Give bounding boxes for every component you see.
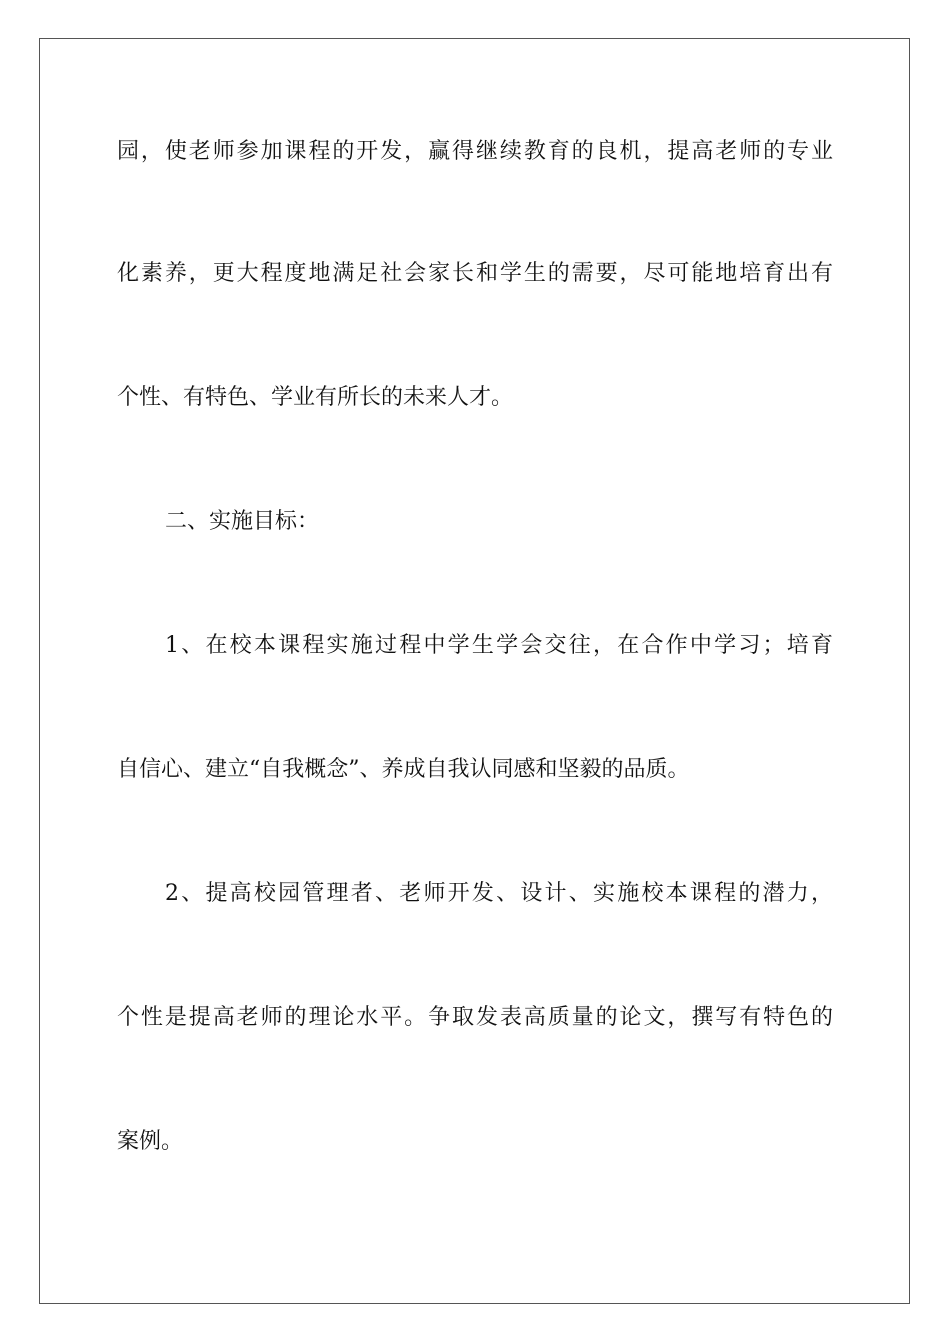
paragraph-line-2: 化素养，更大程度地满足社会家长和学生的需要，尽可能地培育出有 — [117, 261, 833, 286]
section-heading: 二、实施目标： — [165, 509, 320, 534]
list-item-2-line-3: 案例。 — [117, 1129, 184, 1154]
page-border — [39, 38, 910, 1304]
list-item-1-line-1: 1、在校本课程实施过程中学生学会交往，在合作中学习；培育 — [165, 633, 833, 658]
list-item-1-line-2: 自信心、建立“自我概念”、养成自我认同感和坚毅的品质。 — [117, 757, 690, 782]
list-item-2-line-2: 个性是提高老师的理论水平。争取发表高质量的论文，撰写有特色的 — [117, 1005, 833, 1030]
paragraph-line-1: 园，使老师参加课程的开发，赢得继续教育的良机，提高老师的专业 — [117, 139, 833, 164]
paragraph-line-3: 个性、有特色、学业有所长的未来人才。 — [117, 385, 514, 410]
list-item-2-line-1: 2、提高校园管理者、老师开发、设计、实施校本课程的潜力， — [165, 881, 833, 906]
